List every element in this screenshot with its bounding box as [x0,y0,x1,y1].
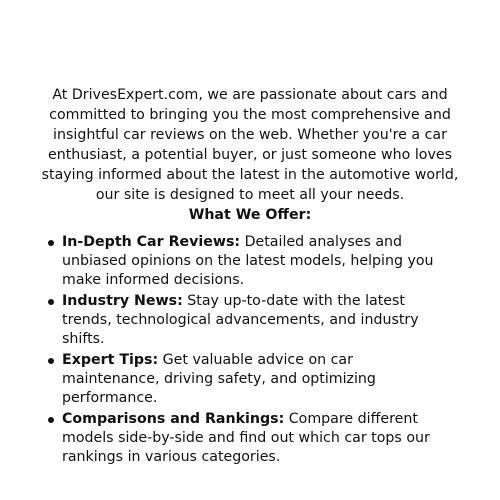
offer-item-news [48,292,448,349]
offer-item-title: Industry News: [62,293,183,309]
intro-paragraph: At DrivesExpert.com, we are passionate about cars and committed to bringing you the most comprehensive and insightful car reviews on the web. Whether you're a car enthusiast, a potential buyer, or just someone who loves staying informed about the latest in the automotive world, our site is designed to meet all your needs. [41,87,459,203]
bullet-icon [48,240,54,246]
offer-item-text: Compare different models side-by-side and find out which car tops our rankings in various categories. [62,411,430,465]
offer-item-text: Stay up-to-date with the latest trends, technological advancements, and industry shifts. [62,293,419,347]
bullet-icon [48,417,54,423]
offer-item-text: Get valuable advice on car maintenance, driving safety, and optimizing performance. [62,352,376,406]
offer-item-text: Detailed analyses and unbiased opinions on the latest models, helping you make informed decisions. [62,234,434,288]
offer-item-title: In-Depth Car Reviews: [62,234,241,250]
bullet-icon [48,299,54,305]
offer-item-tips [48,351,448,408]
offer-item-reviews [48,233,448,290]
offer-list [48,233,448,469]
offer-item-title: Comparisons and Rankings: [62,411,285,427]
offer-heading: What We Offer: [188,207,312,223]
offer-item-title: Expert Tips: [62,352,159,368]
bullet-icon [48,358,54,364]
offer-item-comparisons [48,410,448,467]
